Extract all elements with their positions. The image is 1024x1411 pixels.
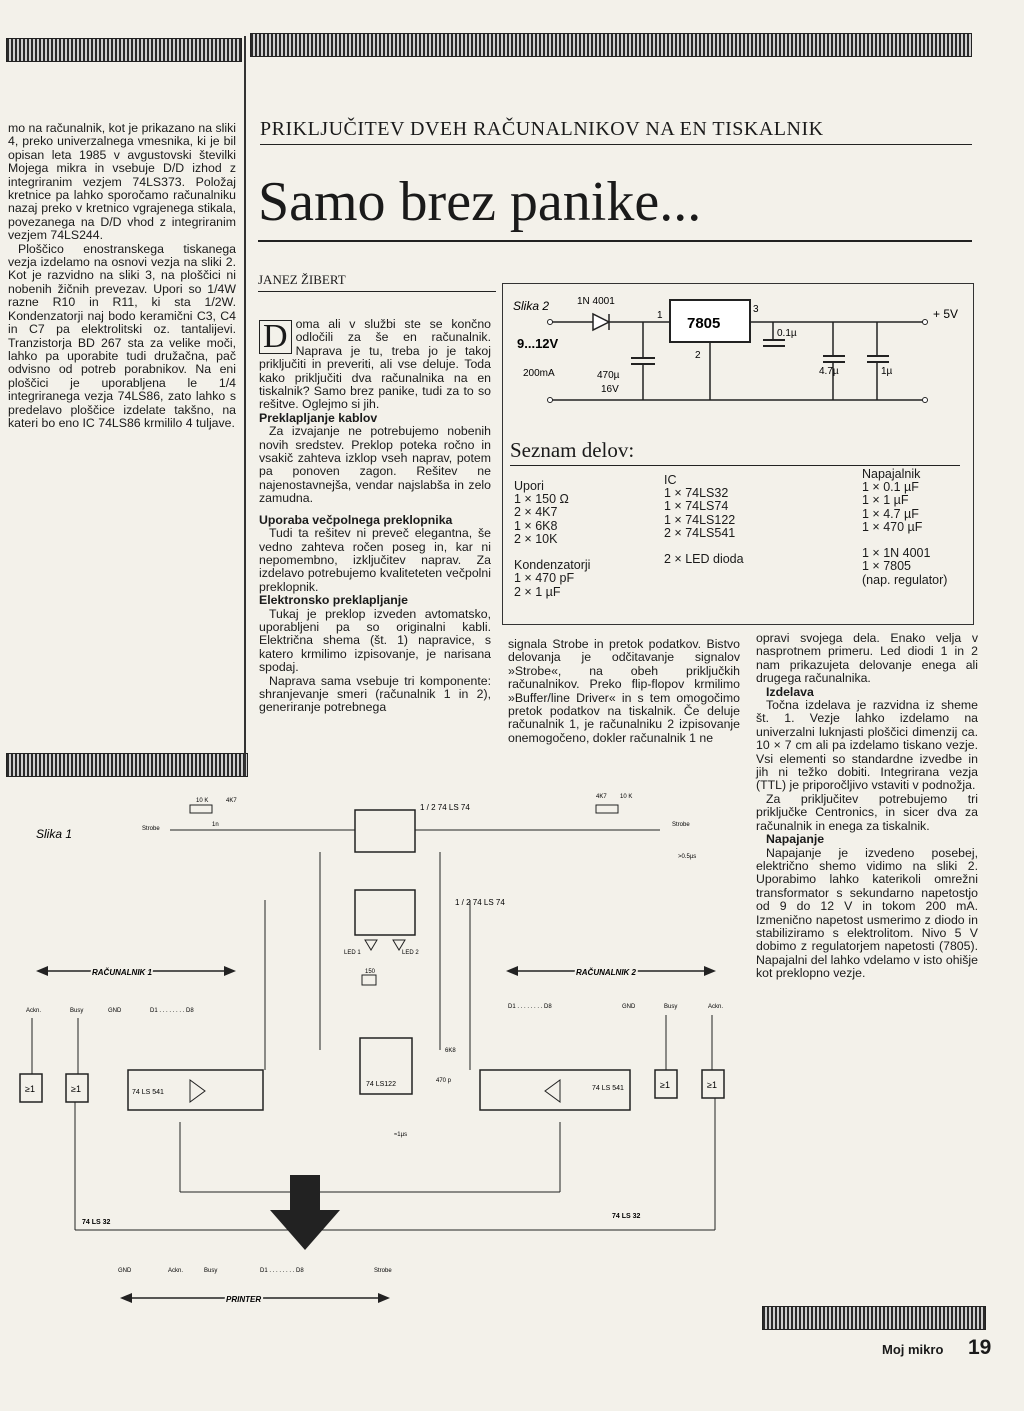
r150-label: 150 <box>365 969 376 975</box>
data-bus <box>290 1175 320 1210</box>
left-paragraph-1: mo na računalnik, kot je prikazano na sliki 4, preko univerzalnega vmesnika, ki je bil opisan leta 1985 v avgustovski številki Mojega mikra in vsebuje D/D izhod z integriranim vezjem 74LS373. Položaj kretnice pa lahko sporočamo računalniku nazaj preko v kretnico vgrajenega stikala, povezanega na D/D vhod z integriranim vezjem 74LS244. <box>8 121 236 243</box>
or-ic-right-label: 74 LS 32 <box>612 1213 641 1220</box>
fig2-c4: 1µ <box>881 366 893 377</box>
fig2-cap1-voltage: 16V <box>601 384 619 395</box>
column-divider <box>244 36 246 776</box>
article-kicker: PRIKLJUČITEV DVEH RAČUNALNIKOV NA EN TISKALNIK <box>260 118 972 145</box>
section-title-napajanje: Napajanje <box>766 832 825 847</box>
or-ic-left-label: 74 LS 32 <box>82 1219 111 1226</box>
busy-printer: Busy <box>204 1268 218 1274</box>
led1-icon <box>365 940 377 950</box>
svg-text:≥1: ≥1 <box>25 1084 35 1094</box>
busy-right: Busy <box>664 1004 678 1010</box>
middle-column <box>508 638 740 745</box>
svg-text:≥1: ≥1 <box>707 1080 717 1090</box>
right-text-3: Za priključitev potrebujemo tri priključke Centronics, in sicer dva za računalnik in enega za tiskalnik. <box>756 791 978 833</box>
r4k7-right-label: 4K7 <box>596 794 607 800</box>
ff-74ls74-bottom <box>355 890 415 935</box>
article-headline: Samo brez panike... <box>258 171 702 233</box>
fig2-current: 200mA <box>523 368 555 379</box>
section-text-elektronsko-2: Naprava sama vsebuje tri komponente: shranjevanje smeri (računalnik 1 in 2), generiranje potrebnega <box>259 673 491 715</box>
fig2-diode-label: 1N 4001 <box>577 296 615 307</box>
ack-printer: Ackn. <box>168 1268 184 1274</box>
intro-text: oma ali v službi ste se končno odločili za še en računalnik. Naprava je tu, treba jo je takoj priključiti in preveriti, ali vse deluje. Toda kako priključiti dva računalnika na en tiskalnik? Samo brez panike, tudi za to so rešitve. Oglejmo si jih. <box>259 317 491 412</box>
parts-resistors-caps: Upori 1 × 150 Ω 2 × 4K7 1 × 6K8 2 × 10K Kondenzatorji 1 × 470 pF 2 × 1 µF <box>514 479 591 599</box>
fig2-regulator: 7805 <box>687 315 721 332</box>
fig1-label: Slika 1 <box>36 827 73 841</box>
busy-left: Busy <box>70 1008 84 1014</box>
ic-74-top-label: 1 / 2 74 LS 74 <box>420 803 470 812</box>
c1n-label: 1n <box>212 822 219 828</box>
page-number: 19 <box>968 1336 992 1359</box>
svg-text:≥1: ≥1 <box>660 1080 670 1090</box>
section-title-izdelava: Izdelava <box>766 684 814 699</box>
led2-icon <box>393 940 405 950</box>
figure-2-schematic <box>505 290 970 430</box>
ff-74ls74-top <box>355 810 415 852</box>
ic-122-label: 74 LS122 <box>366 1081 396 1088</box>
intro-column <box>259 318 491 715</box>
strobe-left: Strobe <box>142 826 160 832</box>
header-bar-left <box>6 38 242 62</box>
fig2-label: Slika 2 <box>513 299 550 313</box>
section-bar-left <box>6 753 248 777</box>
strobe-right: Strobe <box>672 822 690 828</box>
parts-ics: IC 1 × 74LS32 1 × 74LS74 1 × 74LS122 2 × 74LS541 2 × LED dioda <box>664 473 744 567</box>
buffer-right-label: 74 LS 541 <box>592 1085 624 1092</box>
section-text-preklopnik: Tudi ta rešitev ni preveč elegantna, še vedno zahteva ročen poseg in, kar ni nepomembno, izključitev naprav. Za izdelavo potrebujemo kvaliteteten večpolni preklopnik. <box>259 526 491 594</box>
section-title-kabli: Preklapljanje kablov <box>259 410 378 425</box>
magazine-name: Moj mikro <box>882 1342 944 1357</box>
section-text-kabli: Za izvajanje ne potrebujemo nobenih novih sredstev. Preklop poteka ročno in vsakič zahteva izklop vseh naprav, potem pa ponoven zagon. Rešitev ne najenostavnejša, vendar najslabša in zelo zamudna. <box>259 424 491 506</box>
fig2-pin3: 3 <box>753 304 759 315</box>
data-left: D1 . . . . . . . . D8 <box>150 1008 194 1014</box>
r6k8-label: 6K8 <box>445 1048 456 1054</box>
gnd-printer: GND <box>118 1268 132 1274</box>
computer-1-label: RAČUNALNIK 1 <box>92 968 152 977</box>
computer-2-label: RAČUNALNIK 2 <box>576 968 636 977</box>
article-author: JANEZ ŽIBERT <box>258 272 496 292</box>
r10k-right-label: 10 K <box>620 794 633 800</box>
ack-right: Ackn. <box>708 1004 724 1010</box>
led1-label: LED 1 <box>344 950 361 956</box>
data-printer: D1 . . . . . . . . D8 <box>260 1268 304 1274</box>
left-paragraph-2: Ploščico enostranskega tiskanega vezja izdelamo na osnovi vezja na sliki 2. Kot je razvidno na sliki 3, na ploščici ni nobenih žičnih prevezav. Upori so 1/4W razne R10 in R11, ki sta 1/2W. Kondenzatorji naj bodo keramični C3, C4 in C7 pa elektrolitski oz. tantalijevi. Tranzistorja BD 267 sta za velike moči, lahko pa uporabite tudi družačna, pač odvisno od potreb porabnikov. Na eni ploščici je uporabljena le 1/4 integriranega vezja 74LS86, zato lahko s predelavo ploščice izdelate takšno, na kateri bo eno IC 74LS86 krmililo 4 tuljave. <box>8 241 236 430</box>
header-bar-right <box>250 33 972 57</box>
r150 <box>362 975 376 985</box>
svg-text:≥1: ≥1 <box>71 1084 81 1094</box>
section-title-elektronsko: Elektronsko preklapljanje <box>259 593 408 608</box>
ic-74-bottom-label: 1 / 2 74 LS 74 <box>455 898 505 907</box>
parts-list-title: Seznam delov: <box>510 438 960 466</box>
drop-cap: D <box>259 320 292 354</box>
section-title-preklopnik: Uporaba večpolnega preklopnika <box>259 512 453 527</box>
fig2-c2: 0.1µ <box>777 328 797 339</box>
r4k7-left-label: 4K7 <box>226 798 237 804</box>
fig2-output: + 5V <box>933 307 959 321</box>
right-text-1: opravi svojega dela. Enako velja v nasprotnem primeru. Led diodi 1 in 2 nam prikazujeta delovanje enega ali drugega računalnika. <box>756 631 978 686</box>
parts-power: Napajalnik 1 × 0.1 µF 1 × 1 µF 1 × 4.7 µF 1 × 470 µF 1 × 1N 4001 1 × 7805 (nap. regulator) <box>862 467 948 587</box>
ack-left: Ackn. <box>26 1008 42 1014</box>
diode-icon <box>593 314 609 330</box>
pulse2-label: ≈1µs <box>394 1132 408 1138</box>
headline-rule <box>258 240 972 242</box>
left-column <box>8 122 236 430</box>
r10k-right <box>596 805 618 813</box>
right-text-4: Napajanje je izvedeno posebej, električno shemo vidimo na sliki 2. Uporabimo lahko katerikoli omrežni transformator s sekundarno napetostjo od 9 do 12 V in tokom 200 mA. Izmenično napetost usmerimo z diodo in stabiliziramo s elektrolitom. Nivo 5 V dobimo z regulatorjem napetosti (7805). Napajalni del lahko vdelamo v isto ohišje kot preklopno vezje. <box>756 845 978 981</box>
printer-label: PRINTER <box>226 1295 262 1304</box>
pulse-label: >0.5µs <box>678 854 697 860</box>
r10k-left-label: 10 K <box>196 798 209 804</box>
fig2-pin2: 2 <box>695 350 701 361</box>
data-right: D1 . . . . . . . . D8 <box>508 1004 552 1010</box>
gnd-left: GND <box>108 1008 122 1014</box>
strobe-printer: Strobe <box>374 1268 392 1274</box>
r10k-left <box>190 805 212 813</box>
figure-1-schematic <box>0 780 1024 1310</box>
fig2-c3: 4.7µ <box>819 366 839 377</box>
middle-text: signala Strobe in pretok podatkov. Bistvo delovanja je odčitavanje signalov »Strobe«, na obeh priključkih računalnikov. Preko flip-flopov krmilimo »Buffer/line Driver« in s tem omogočimo pretok podatkov na tiskalnik. Če deluje računalnik 1, je računalniku 2 izpisovanje onemogočeno, dokler računalnik 1 ne <box>508 637 740 745</box>
section-text-elektronsko: Tukaj je preklop izveden avtomatsko, uporabljeni pa so originalni kabli. Električna shema (št. 1) napravice, s katero krmilimo izpisovanje, je narisana spodaj. <box>259 606 491 675</box>
fig2-pin1: 1 <box>657 310 663 321</box>
led2-label: LED 2 <box>402 950 419 956</box>
gnd-right: GND <box>622 1004 636 1010</box>
fig2-input: 9...12V <box>517 336 559 351</box>
fig2-cap1: 470µ <box>597 370 620 381</box>
buffer-left-label: 74 LS 541 <box>132 1089 164 1096</box>
right-text-2: Točna izdelava je razvidna iz sheme št. 1. Vezje lahko izdelamo na univerzalni luknjasti ploščici dimenzij ca. 10 × 7 cm ali pa izdelamo tiskano vezje. Vsi elementi so standardne izvedbe in jih ni težko dobiti. Integrirana vezja (TTL) je priporočljivo vstaviti v podnožja. <box>756 698 978 793</box>
c470p-label: 470 p <box>436 1078 452 1084</box>
